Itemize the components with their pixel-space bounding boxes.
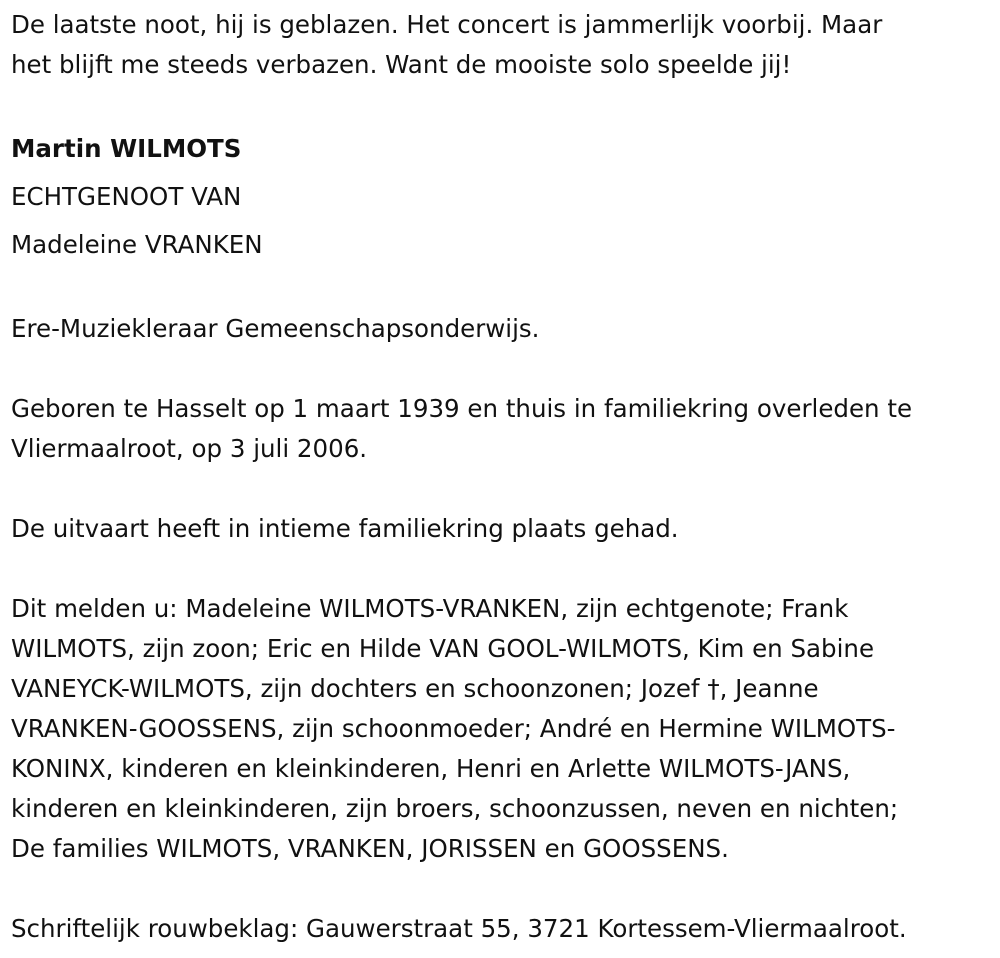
spacer xyxy=(11,349,989,389)
obituary-document xyxy=(11,5,989,949)
spacer xyxy=(11,469,989,509)
birth-death-line-2: Vliermaalroot, op 3 juli 2006. xyxy=(11,434,368,463)
spacer xyxy=(11,549,989,589)
announcement-line: VANEYCK-WILMOTS, zijn dochters en schoonzonen; Jozef †, Jeanne xyxy=(11,674,819,703)
spouse-name: Madeleine VRANKEN xyxy=(11,230,263,259)
announcement-line: Dit melden u: Madeleine WILMOTS-VRANKEN, zijn echtgenote; Frank xyxy=(11,594,849,623)
announcement-line: WILMOTS, zijn zoon; Eric en Hilde VAN GOOL-WILMOTS, Kim en Sabine xyxy=(11,634,875,663)
poem-line-2: het blijft me steeds verbazen. Want de mooiste solo speelde jij! xyxy=(11,50,792,79)
title-line: Ere-Muziekleraar Gemeenschapsonderwijs. xyxy=(11,314,540,343)
relation-label: ECHTGENOOT VAN xyxy=(11,182,242,211)
condolences-address: Schriftelijk rouwbeklag: Gauwerstraat 55, 3721 Kortessem-Vliermaalroot. xyxy=(11,914,907,943)
announcement-line: VRANKEN-GOOSSENS, zijn schoonmoeder; André en Hermine WILMOTS- xyxy=(11,714,896,743)
deceased-name: Martin WILMOTS xyxy=(11,134,242,163)
announcement-line: De families WILMOTS, VRANKEN, JORISSEN en GOOSSENS. xyxy=(11,834,729,863)
announcement-line: KONINX, kinderen en kleinkinderen, Henri en Arlette WILMOTS-JANS, xyxy=(11,754,851,783)
poem-line-1: De laatste noot, hij is geblazen. Het concert is jammerlijk voorbij. Maar xyxy=(11,10,883,39)
spacer xyxy=(11,85,989,125)
spacer xyxy=(11,269,989,309)
birth-death-line-1: Geboren te Hasselt op 1 maart 1939 en thuis in familiekring overleden te xyxy=(11,394,913,423)
spacer xyxy=(11,869,989,909)
announcement-line: kinderen en kleinkinderen, zijn broers, schoonzussen, neven en nichten; xyxy=(11,794,899,823)
funeral-line: De uitvaart heeft in intieme familiekring plaats gehad. xyxy=(11,514,679,543)
